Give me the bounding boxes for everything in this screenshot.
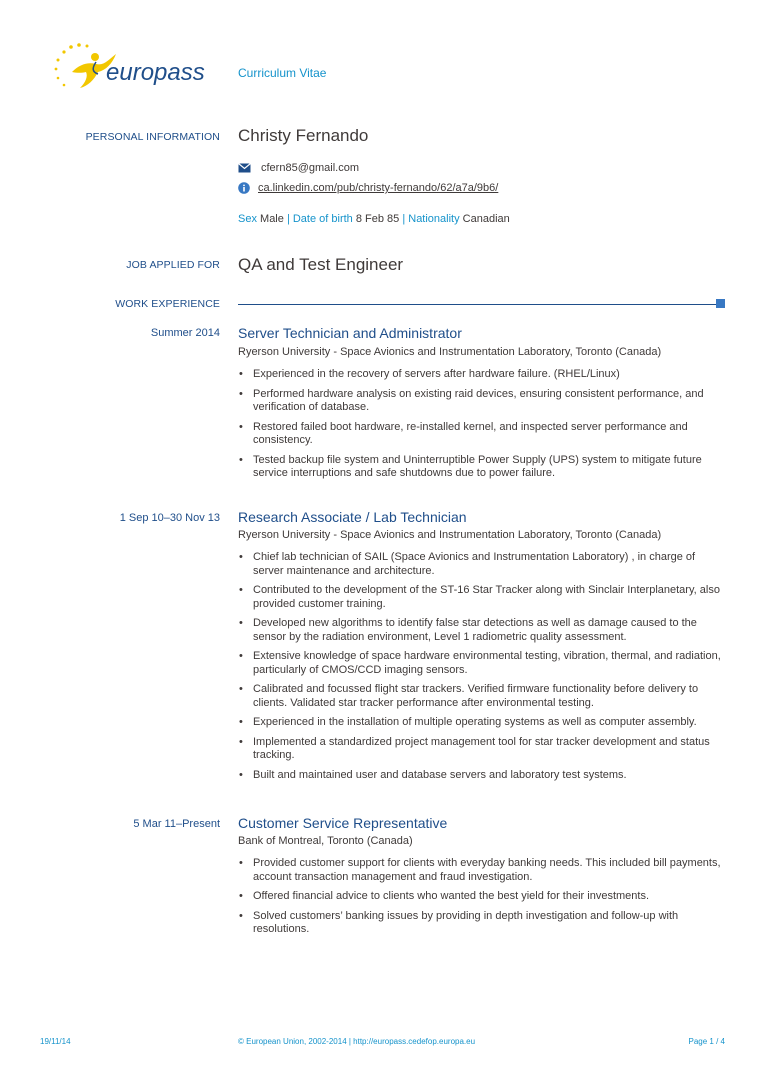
list-item: • Contributed to the development of the ST-16 Star Tracker along with Sinclair Interplanetary, also provided customer training. — [238, 584, 728, 611]
separator: | — [286, 213, 290, 225]
dob-label: Date of birth — [292, 213, 353, 225]
europass-logo-graphic — [52, 42, 222, 92]
footer-date: 19/11/14 — [40, 1037, 71, 1046]
job-title: Customer Service Representative — [238, 815, 448, 831]
list-item: • Offered financial advice to clients who wanted the best yield for their investments. — [238, 890, 728, 904]
europass-logo — [52, 42, 222, 92]
list-item: • Implemented a standardized project management tool for star tracker development and status tracking. — [238, 736, 728, 763]
linkedin-link[interactable]: ca.linkedin.com/pub/christy-fernando/62/a7a/9b6/ — [258, 182, 499, 194]
candidate-name: Christy Fernando — [238, 126, 369, 145]
list-item: • Restored failed boot hardware, re-installed kernel, and inspected server performance and consistency. — [238, 421, 728, 448]
list-item: • Experienced in the recovery of servers after hardware failure. (RHEL/Linux) — [238, 368, 728, 382]
employer: Bank of Montreal, Toronto (Canada) — [238, 835, 413, 847]
sex-label: Sex — [238, 213, 257, 225]
nationality-label: Nationality — [408, 213, 460, 225]
document-title: Curriculum Vitae — [238, 66, 327, 80]
employer: Ryerson University - Space Avionics and Instrumentation Laboratory, Toronto (Canada) — [238, 529, 662, 541]
list-item: • Tested backup file system and Uninterruptible Power Supply (UPS) system to mitigate future service interruptions and safe shutdowns due to power failure. — [238, 454, 728, 481]
list-item: • Built and maintained user and database servers and laboratory test systems. — [238, 769, 728, 783]
nationality-value: Canadian — [462, 213, 510, 225]
job-date: 1 Sep 10–30 Nov 13 — [119, 512, 220, 524]
list-item: • Experienced in the installation of multiple operating systems as well as computer assembly. — [238, 716, 728, 730]
job-applied-value: QA and Test Engineer — [238, 255, 404, 274]
job-responsibilities — [238, 551, 728, 788]
list-item: • Developed new algorithms to identify false star detections as well as damage caused to the sensor by the radiation environment, Level 1 radiometric quality assessment. — [238, 617, 728, 644]
email-icon — [238, 163, 251, 173]
job-responsibilities — [238, 857, 728, 943]
work-experience-label: WORK EXPERIENCE — [115, 298, 220, 310]
separator: | — [402, 213, 406, 225]
personal-details — [238, 213, 728, 225]
job-applied-label: JOB APPLIED FOR — [126, 259, 220, 271]
sex-value: Male — [260, 213, 284, 225]
list-item: • Calibrated and focussed flight star trackers. Verified firmware functionality before delivery to clients. Validated star tracker performance after environmental testing. — [238, 683, 728, 710]
footer-copyright: © European Union, 2002-2014 | http://europass.cedefop.europa.eu — [238, 1037, 476, 1046]
section-marker — [716, 299, 725, 308]
employer: Ryerson University - Space Avionics and Instrumentation Laboratory, Toronto (Canada) — [238, 346, 662, 358]
job-date: 5 Mar 11–Present — [133, 818, 220, 830]
list-item: • Solved customers’ banking issues by providing in depth investigation and follow-up with resolutions. — [238, 910, 728, 937]
section-divider — [238, 304, 716, 305]
job-date: Summer 2014 — [150, 327, 220, 339]
dob-value: 8 Feb 85 — [355, 213, 400, 225]
list-item: • Provided customer support for clients with everyday banking needs. This included bill payments, account transaction management and fraud investigation. — [238, 857, 728, 884]
svg-text:europass: europass — [106, 59, 205, 86]
list-item: • Chief lab technician of SAIL (Space Avionics and Instrumentation Laboratory) , in charge of server maintenance and architecture. — [238, 551, 728, 578]
email-address[interactable]: cfern85@gmail.com — [261, 162, 359, 174]
linkedin-icon — [238, 182, 250, 194]
job-title: Research Associate / Lab Technician — [238, 509, 467, 525]
personal-information-label: PERSONAL INFORMATION — [85, 131, 220, 143]
list-item: • Performed hardware analysis on existing raid devices, ensuring consistent performance, and verification of database. — [238, 388, 728, 415]
page-number: Page 1 / 4 — [688, 1037, 725, 1046]
job-title: Server Technician and Administrator — [238, 325, 462, 341]
list-item: • Extensive knowledge of space hardware environmental testing, vibration, thermal, and radiation, particularly of CMOS/CCD imaging sensors. — [238, 650, 728, 677]
job-responsibilities — [238, 368, 728, 487]
